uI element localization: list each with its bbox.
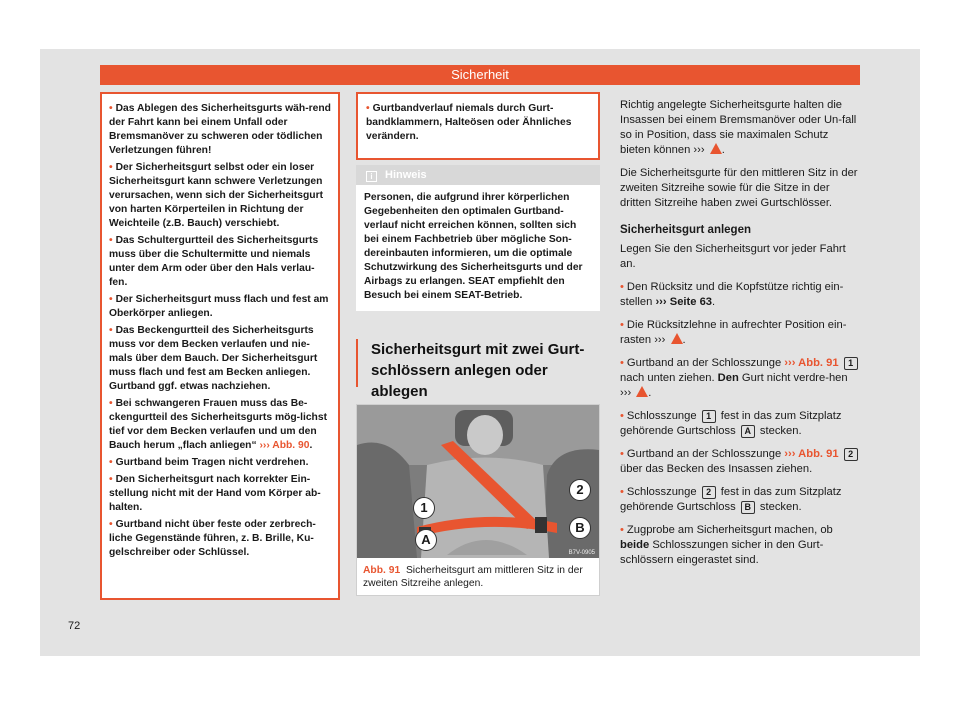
figure-caption: Abb. 91 Sicherheitsgurt am mittleren Sitz in der zweiten Sitzreihe anlegen. bbox=[363, 565, 583, 589]
list-item: • Der Sicherheitsgurt muss flach und fest am Oberkörper anliegen. bbox=[109, 294, 329, 319]
warning-icon bbox=[710, 143, 722, 154]
paragraph: Richtig angelegte Sicherheitsgurte halten die Insassen bei einem Bremsmanöver oder Un-fall so in Position, dass sie maximalen Schutz bieten können ››› . bbox=[620, 99, 857, 156]
figure bbox=[356, 404, 600, 596]
page-link[interactable]: ››› Seite 63 bbox=[655, 296, 713, 308]
info-icon: i bbox=[366, 171, 377, 182]
list-item: • Bei schwangeren Frauen muss das Be-ckengurtteil des Sicherheitsgurts mög-lichst tief vor dem Becken verlaufen und um den Bauch herum „flach anliegen“ ››› Abb. 90. bbox=[109, 398, 327, 451]
warning-box-continued bbox=[356, 92, 600, 160]
note-box bbox=[356, 165, 600, 311]
warning-icon bbox=[636, 386, 648, 397]
list-item: • Gurtband an der Schlosszunge ››› Abb. 91 2 über das Becken des Insassen ziehen. bbox=[620, 447, 860, 477]
note-header: i Hinweis bbox=[356, 165, 600, 185]
list-item: • Gurtbandverlauf niemals durch Gurt-bandklammern, Halteösen oder Ähnliches verändern. bbox=[366, 103, 572, 142]
list-item: • Den Sicherheitsgurt nach korrekter Ein-stellung nicht mit der Hand vom Körper ab-halten. bbox=[109, 474, 321, 513]
section-accent-bar bbox=[356, 339, 358, 387]
list-item: • Das Beckengurtteil des Sicherheitsgurts muss vor dem Becken verlaufen und nie-mals über dem Bauch. Der Sicherheitsgurt muss flach und fest am Becken anliegen. Gurtband ggf. etwas nachziehen. bbox=[109, 325, 318, 392]
page-number: 72 bbox=[68, 620, 81, 632]
paragraph: Legen Sie den Sicherheitsgurt vor jeder Fahrt an. bbox=[620, 243, 846, 270]
subheading: Sicherheitsgurt anlegen bbox=[620, 224, 752, 236]
figure-code: B7V-0905 bbox=[568, 550, 595, 556]
list-item: • Schlosszunge 2 fest in das zum Sitzplatz gehörende Gurtschloss B stecken. bbox=[620, 486, 842, 513]
list-item: • Gurtband beim Tragen nicht verdrehen. bbox=[109, 457, 309, 468]
body-text-column bbox=[620, 98, 860, 576]
callout-a: A bbox=[415, 529, 437, 551]
callout-2: 2 bbox=[569, 479, 591, 501]
section-title: Sicherheitsgurt mit zwei Gurt-schlössern anlegen oder ablegen bbox=[371, 341, 585, 400]
figure-link[interactable]: ››› Abb. 91 bbox=[784, 357, 839, 369]
figure-label: Abb. 91 bbox=[363, 565, 401, 576]
list-item: • Schlosszunge 1 fest in das zum Sitzplatz gehörende Gurtschloss A stecken. bbox=[620, 410, 842, 437]
warning-icon bbox=[671, 333, 683, 344]
figure-link[interactable]: ››› Abb. 90 bbox=[259, 440, 310, 451]
list-item: • Das Ablegen des Sicherheitsgurts wäh-rend der Fahrt kann bei einem Unfall oder Bremsmanöver zu schweren oder tödlichen Verletzungen führen! bbox=[109, 103, 331, 156]
seatbelt-illustration bbox=[357, 405, 599, 558]
callout-1: 1 bbox=[413, 497, 435, 519]
list-item: • Gurtband an der Schlosszunge ››› Abb. 91 1 nach unten ziehen. Den Gurt nicht verdre-hen ››› . bbox=[620, 356, 860, 401]
chapter-header: Sicherheit bbox=[100, 65, 860, 85]
paragraph: Die Sicherheitsgurte für den mittleren Sitz in der zweiten Sitzreihe sowie für die Sitze in der dritten Sitzreihe haben zwei Gurtschlösser. bbox=[620, 167, 858, 209]
list-item: • Den Rücksitz und die Kopfstütze richtig ein-stellen ››› Seite 63. bbox=[620, 281, 844, 308]
figure-link[interactable]: ››› Abb. 91 bbox=[784, 448, 839, 460]
callout-b: B bbox=[569, 517, 591, 539]
list-item: • Zugprobe am Sicherheitsgurt machen, ob beide Schlosszungen sicher in den Gurt-schlössern eingerastet sind. bbox=[620, 524, 833, 566]
note-text: Personen, die aufgrund ihrer körperlichen Gegebenheiten den optimalen Gurtband-verlauf nicht erreichen können, sollten sich bei einem Fachbetrieb über mögliche Son-dereinbauten informieren, um die optimale Schutzwirkung des Sicherheitsgurts und der Airbags zu erlangen. SEAT empfiehlt den Besuch bei einem SEAT-Betrieb. bbox=[364, 192, 583, 301]
list-item: • Der Sicherheitsgurt selbst oder ein loser Sicherheitsgurt kann schwere Verletzungen verursachen, wenn sich der Sicherheitsgurt von harten Körperteilen in Richtung der Weichteile (z.B. Bauch) verschiebt. bbox=[109, 162, 324, 229]
warning-box bbox=[100, 92, 340, 600]
list-item: • Die Rücksitzlehne in aufrechter Position ein-rasten ››› . bbox=[620, 319, 847, 346]
list-item: • Das Schultergurtteil des Sicherheitsgurts muss über die Schultermitte und niemals unter dem Arm oder über den Hals verlau-fen. bbox=[109, 235, 319, 288]
list-item: • Gurtband nicht über feste oder zerbrech-liche Gegenstände führen, z. B. Brille, Ku-gelschreiber oder Schlüssel. bbox=[109, 519, 316, 558]
